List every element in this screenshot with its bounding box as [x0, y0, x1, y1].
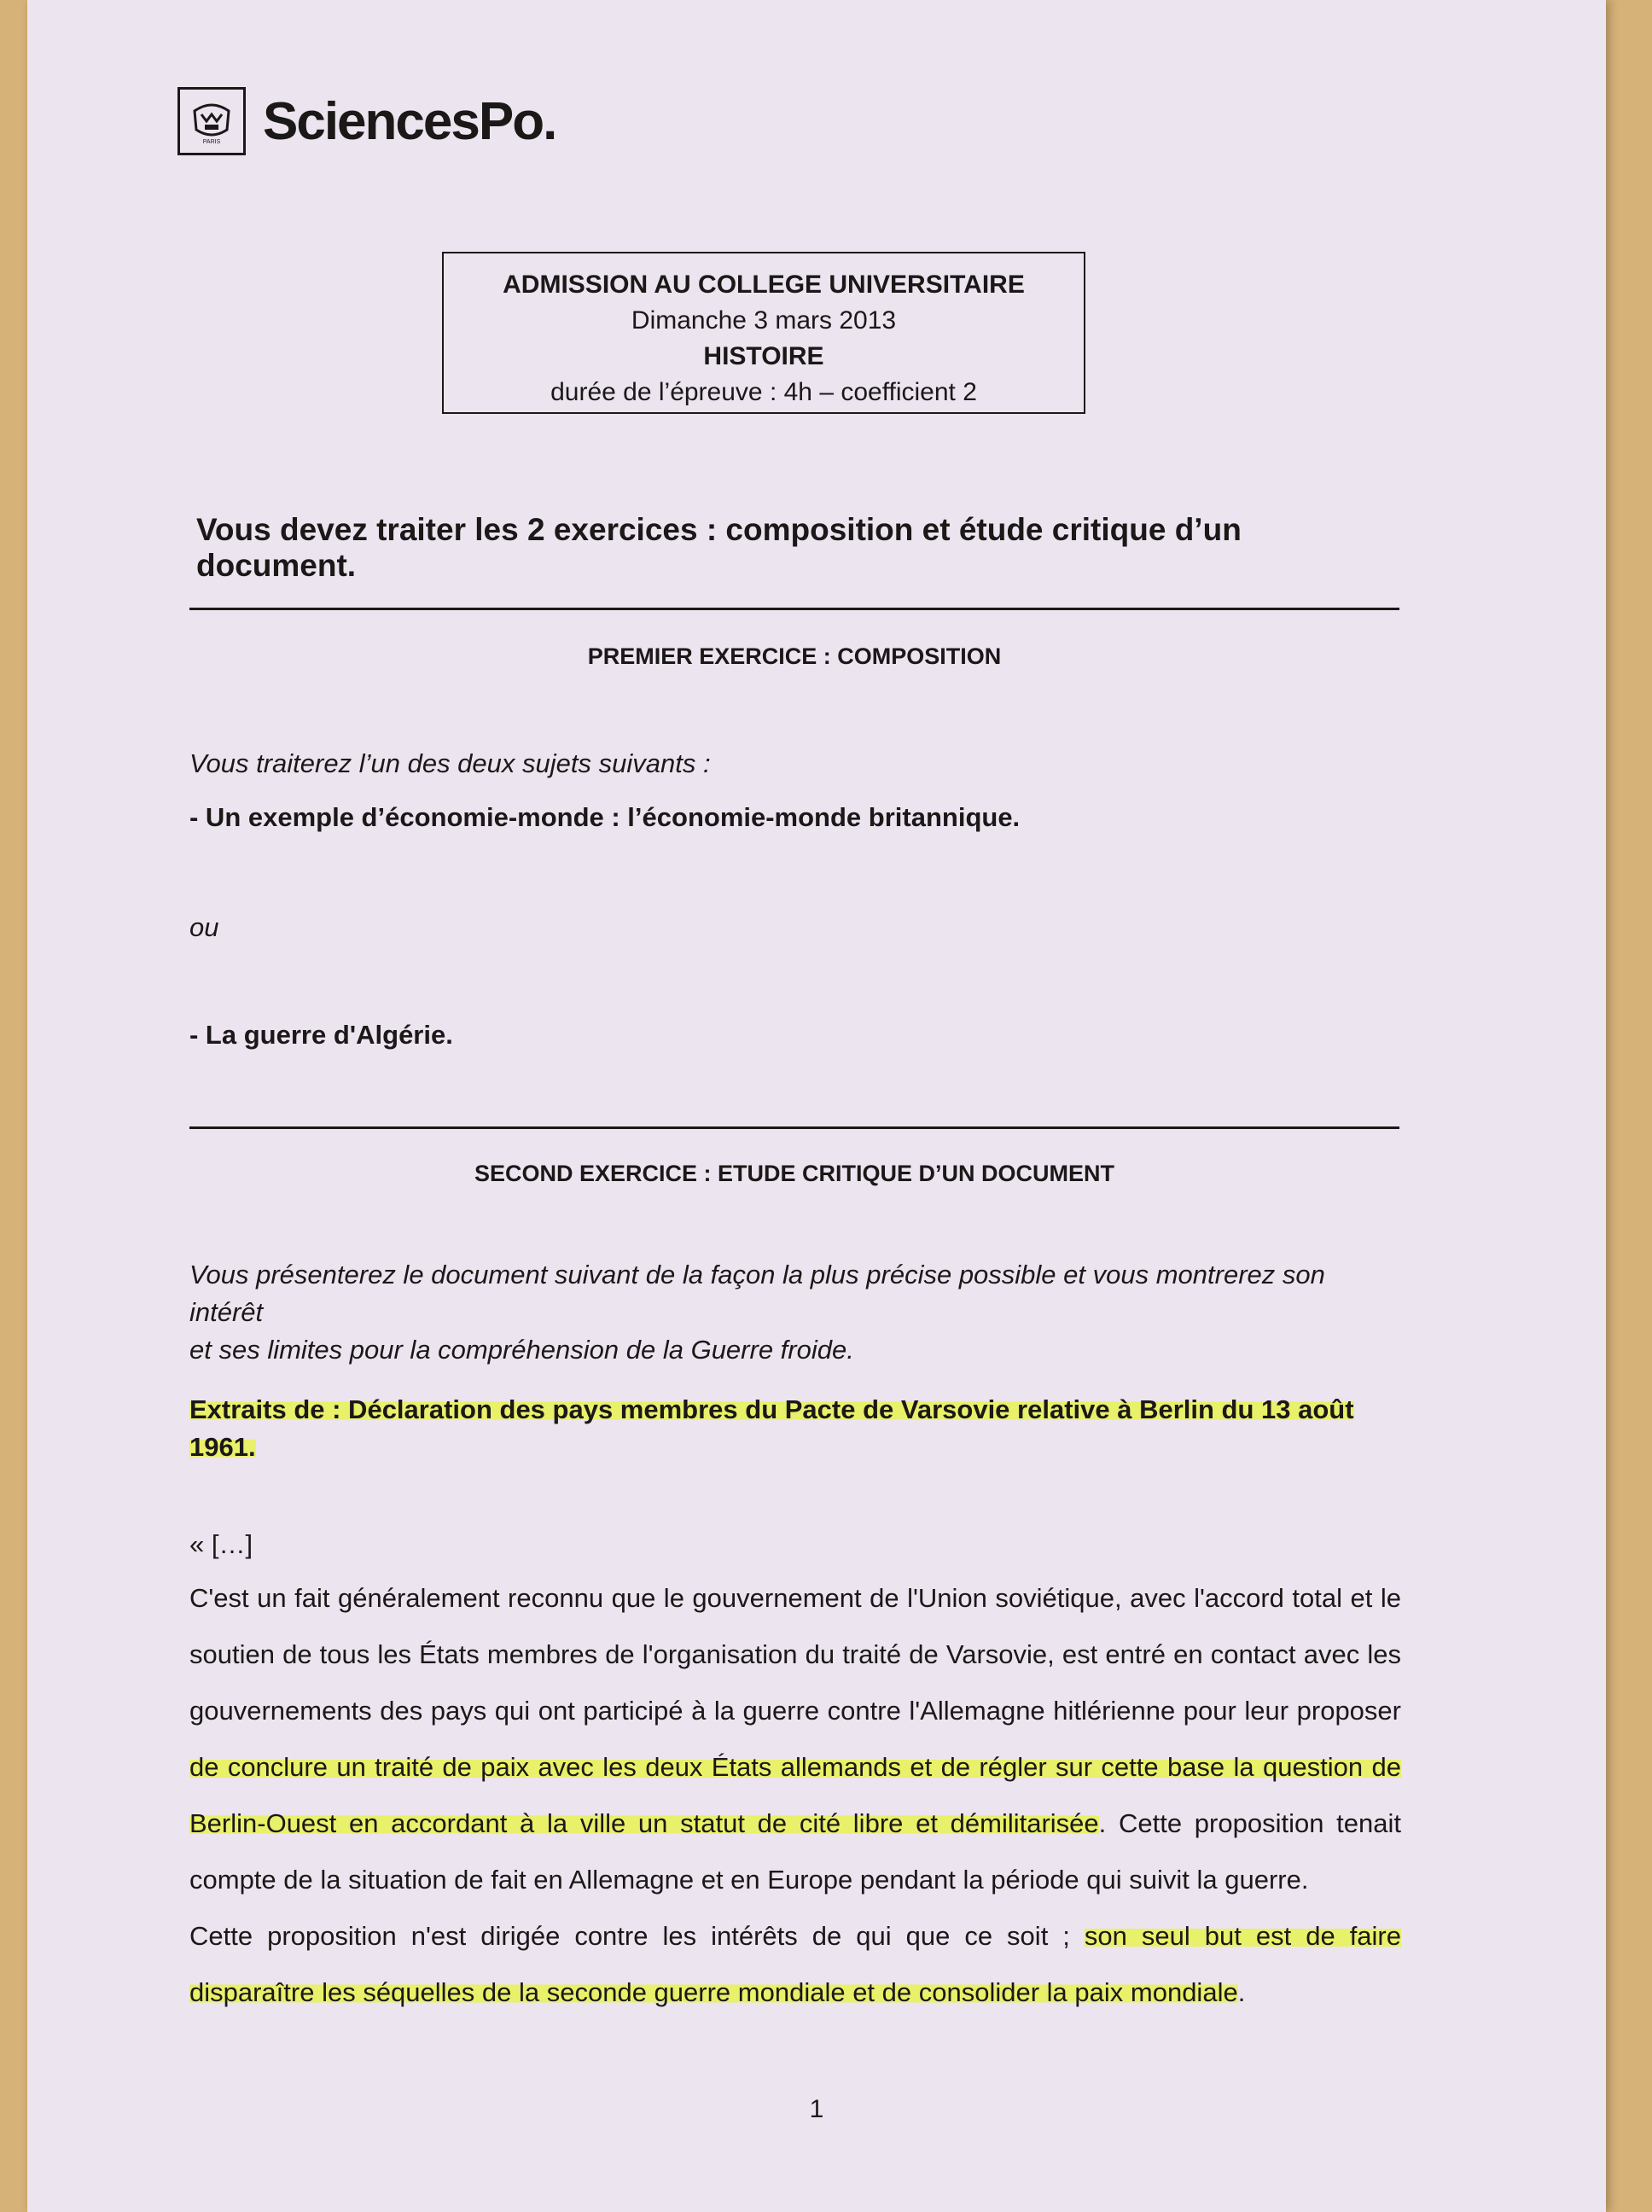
exercise1-subject-b: - La guerre d'Algérie.	[189, 1020, 453, 1050]
sciencespo-logo	[177, 85, 556, 157]
exam-header-box	[442, 252, 1085, 414]
quote-open: « […]	[189, 1529, 253, 1559]
exam-title: ADMISSION AU COLLEGE UNIVERSITAIRE	[503, 271, 1025, 299]
exercise1-subject-a: - Un exemple d’économie-monde : l’économie-monde britannique.	[189, 802, 1021, 832]
excerpt-paragraph-2: Cette proposition n'est dirigée contre les intérêts de qui que ce soit ; son seul but est de faire disparaître les séquelles de la seconde guerre mondiale et de consolider la paix mondiale.	[189, 1921, 1401, 2007]
exercise2-prompt-line2: et ses limites pour la compréhension de la Guerre froide.	[189, 1335, 854, 1365]
general-instruction: Vous devez traiter les 2 exercices : composition et étude critique d’un document.	[196, 512, 1242, 583]
exam-duration: durée de l’épreuve : 4h – coefficient 2	[550, 378, 977, 406]
highlighted-passage-1: de conclure un traité de paix avec les deux États allemands et de régler sur cette base la question de Berlin-Ouest en accordant à la ville un statut de cité libre et démilitarisée	[189, 1752, 1401, 1838]
divider-2	[189, 1126, 1399, 1129]
exam-sheet	[27, 0, 1606, 2212]
excerpt-paragraph-1: C'est un fait généralement reconnu que le gouvernement de l'Union soviétique, avec l'accord total et le soutien de tous les États membres de l'organisation du traité de Varsovie, est entré en contact avec les gouvernements des pays qui ont participé à la guerre contre l'Allemagne hitlérienne pour leur proposer de conclure un traité de paix avec les deux États allemands et de régler sur cette base la question de Berlin-Ouest en accordant à la ville un statut de cité libre et démilitarisée. Cette proposition tenait compte de la situation de fait en Allemagne et en Europe pendant la période qui suivit la guerre.	[189, 1583, 1401, 1895]
exercise1-prompt: Vous traiterez l’un des deux sujets suivants :	[189, 748, 711, 778]
page-number: 1	[809, 2095, 824, 2123]
exercise1-or: ou	[189, 912, 219, 942]
brand-name: SciencesPo.	[263, 91, 556, 151]
exam-subject: HISTOIRE	[703, 342, 824, 370]
highlighted-passage-2: son seul but est de faire disparaître les séquelles de la seconde guerre mondiale et de consolider la paix mondiale	[189, 1921, 1401, 2007]
document-title-line1: Extraits de : Déclaration des pays membres du Pacte de Varsovie relative à Berlin du 13 août	[189, 1394, 1354, 1424]
exam-date: Dimanche 3 mars 2013	[631, 306, 897, 335]
document-title-line2: 1961.	[189, 1432, 256, 1462]
exercise2-prompt	[189, 1256, 1399, 1369]
exercise1-heading: PREMIER EXERCICE : COMPOSITION	[587, 643, 1002, 669]
exercise2-heading: SECOND EXERCICE : ETUDE CRITIQUE D’UN DOCUMENT	[474, 1161, 1115, 1186]
divider-1	[189, 608, 1399, 610]
exercise2-prompt-line1: Vous présenterez le document suivant de la façon la plus précise possible et vous montrerez son intérêt	[189, 1260, 1325, 1327]
sciencespo-seal-icon	[177, 87, 246, 155]
document-title	[189, 1391, 1399, 1466]
document-excerpt	[189, 1570, 1401, 2021]
svg-text:PARIS: PARIS	[202, 139, 221, 145]
